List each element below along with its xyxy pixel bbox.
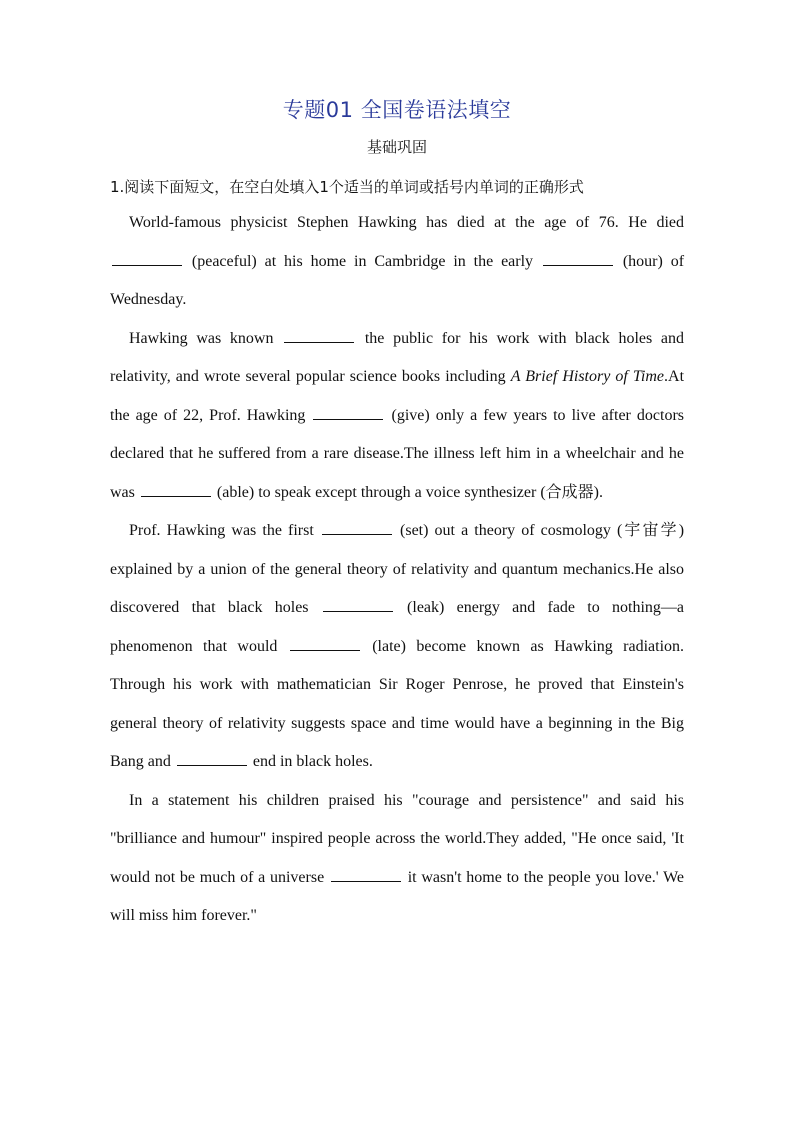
text-segment: (peaceful) at his home in Cambridge in the early — [191, 252, 534, 270]
text-segment: (leak) energy and fade to nothing—a phenomenon that would — [110, 599, 684, 655]
paragraph-3 — [110, 512, 684, 782]
answer-blank-10[interactable] — [331, 865, 401, 882]
answer-blank-3[interactable] — [284, 326, 354, 343]
answer-blank-2[interactable] — [543, 249, 613, 266]
page-subtitle: 基础巩固 — [366, 138, 427, 156]
paragraph-1 — [110, 204, 684, 320]
paragraph-2 — [110, 320, 684, 513]
text-segment: Hawking was known — [129, 329, 274, 347]
answer-blank-7[interactable] — [323, 595, 393, 612]
passage — [110, 204, 684, 936]
exercise-instruction: 1.阅读下面短文，在空白处填入1个适当的单词或括号内单词的正确形式 — [110, 178, 584, 196]
answer-blank-5[interactable] — [141, 480, 211, 497]
text-segment: end in black holes. — [252, 753, 373, 770]
text-segment: (able) to speak except through a voice synthesizer (合成器). — [216, 483, 603, 501]
text-segment: the public for his work with black holes and relativity, and wrote several popular science books including — [110, 329, 685, 385]
answer-blank-6[interactable] — [322, 518, 392, 535]
text-segment: Prof. Hawking was the first — [129, 522, 314, 539]
page-title: 专题01 全国卷语法填空 — [282, 98, 512, 122]
text-segment: it wasn't home to the people you love.' We will miss him forever." — [110, 868, 685, 924]
text-segment: (hour) of Wednesday. — [110, 252, 685, 308]
answer-blank-1[interactable] — [112, 249, 182, 266]
text-segment: World-famous physicist Stephen Hawking has died at the age of 76. He died — [129, 214, 684, 231]
answer-blank-4[interactable] — [313, 403, 383, 420]
text-segment: (set) out a theory of cosmology (宇宙学) explained by a union of the general theory of relativity and quantum mechanics.He also discovered that black holes — [110, 522, 685, 616]
text-segment: (late) become known as Hawking radiation. Through his work with mathematician Sir Roger Penrose, he proved that Einstein's general theory of relativity suggests space and time would have a beginning in the Big Bang and — [110, 637, 685, 770]
book-title: A Brief History of Time — [510, 368, 665, 385]
text-segment: (give) only a few years to live after doctors declared that he suffered from a rare disease.The illness left him in a wheelchair and he was — [110, 406, 685, 501]
answer-blank-8[interactable] — [290, 634, 360, 651]
answer-blank-9[interactable] — [177, 749, 247, 766]
paragraph-4 — [110, 782, 684, 936]
text-segment: In a statement his children praised his "courage and persistence" and said his "brilliance and humour" inspired people across the world.They added, "He once said, 'It would not be much of a universe — [110, 791, 684, 886]
text-segment: .At the age of 22, Prof. Hawking — [110, 368, 685, 424]
